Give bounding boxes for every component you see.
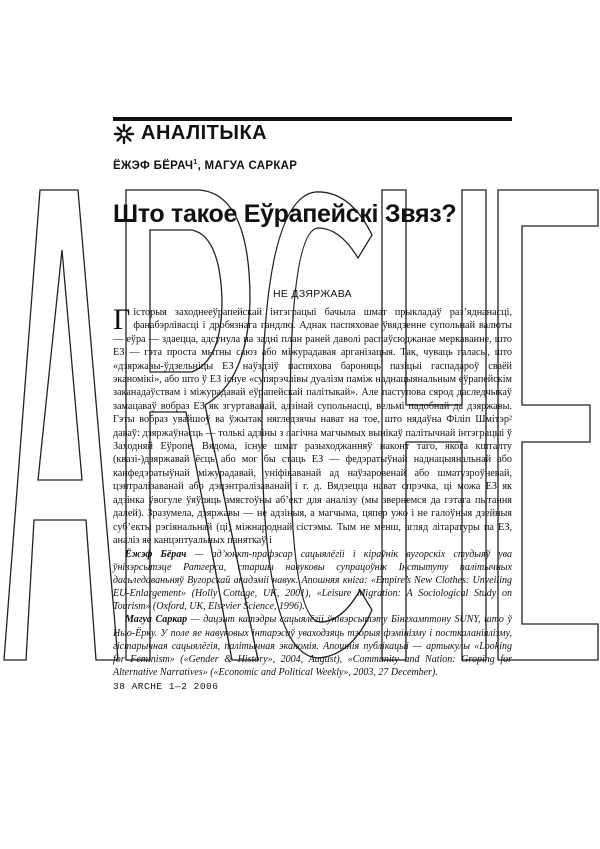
author-note-name: Магуа Саркар (125, 614, 188, 626)
body-text: історыя заходнееўрапейскай інтэграцыі бачыла шмат прыкладаў раз’яднанасці, фанабэрлівасці і дробязнага гандлю. Аднак паспяховае ўвядзенне супольнай валюты — еўра — здаецца, адсунула на задні план раней даволі распаўсюджанае меркаванне, што ЕЗ — гэта проста мытны саюз або міжурадавая арганізацыя. Так, чуваць галасы, што «дзяржавы-ўдзельніцы ЕЗ наўздзіў паспяхова бароняць пазіцыі гаспадароў сваёй эканомікі», або што ў ЕЗ існуе «супярэчлівы дуалізм паміж наднацыянальным еўрапейскім заканадаўствам і міжурадавай еўрапейскай палітыкай». Але паступова сярод даследчыкаў замацаваў вобраз ЕЗ як згуртаванай, адзінай супольнасці, вельмі падобнай да дзяржавы. Гэты вобраз увайшоў ва ўжытак нягледзячы нават на тое, што нядаўна Філіп Шмітэр² даваў: дзяржаўнасць — толькі адзіны з лагічна магчымых вынікаў палітычнай інтэграцыі ў Заходняй Еўропе. Вядома, існуе шмат разыходжанняў наконт таго, якога кшталту (квазі-)дзяржавай ёсць або мог бы стаць ЕЗ — федэратыўнай наднацыянальнай або канфедэратыўнай міжурадавай, уніфікаванай ад наўзаровенай або шматузроўневай, цэнтралізаванай або дэцэнтралізаванай і г. д. Вядзецца нават спрэчка, ці можа ЕЗ як адзінка ўвогуле ўяўляць змястоўны аб’ект для аналізу (мы звернемся да гэтага пытання далей). Зразумела, дзяржавы — не адзіныя, а магчыма, цяпер ужо і не галоўныя дзейныя суб’екты рэгіянальнай (ці) міжнароднай сістэмы. Тым не менш, агляд літаратуры па ЕЗ, аналіз яе канцэптуальных паняткаў і (113, 307, 512, 546)
author-separator: , (197, 159, 205, 172)
author-note-text: — дацэнт катэдры сацыялёгіі ўнівэрсытэту Бінгхамптону SUNY, штo ў Нью-Ёрку. У поле яе навуковых інтарэсаў уваходзяць тэорыя фэмінізму і посткаланіялізму, гістарычная сацыялёгія, палітычная эканомія. Апошнія публікацыі — артыкулы «Looking for Feminism» («Gender & History», 2004, August), «Community and Nation: Groping for Alternative Narratives» («Economic and Political Weekly», 2003, 27 December). (113, 614, 512, 678)
author-notes (113, 548, 512, 679)
author-note (113, 548, 512, 613)
article-title: Што такое Еўрапейскі Звяз? (113, 200, 457, 228)
section-heading (113, 122, 512, 145)
author-note-name: Ёжэф Бёрач (125, 549, 187, 560)
article-subhead: НЕ ДЗЯРЖАВА (273, 288, 352, 300)
author-first-note: 1 (193, 159, 198, 166)
author-second: МАГУА САРКАР (204, 159, 298, 172)
article-body (113, 303, 512, 547)
page-footer: 38 ARCHE 1—2 2006 (113, 681, 219, 692)
author-first: ЁЖЭФ БЁРАЧ (113, 159, 194, 172)
authors-line (113, 159, 297, 172)
drop-cap: Г (113, 303, 131, 336)
star-burst-icon (113, 123, 135, 145)
header-rule (113, 117, 512, 121)
section-label: АНАЛІТЫКА (141, 122, 268, 144)
author-note (113, 613, 512, 678)
author-note-text: — ад’юнкт-прафэсар сацыялёгіі і кіраўнік вугорскіх студыяў ува ўнівэрсытэце Ратгерса, старшы навуковы супрацоўнік Інстытуту палітычных дасьледаваньняў Вугорскай акадэміі навук. Апошняя кніга: «Empire’s New Clothes: Unveiling EU-Enlargement» (Holly Cottage, UK, 2001), «Leisure Migration: A Sociological Study on Tourism» (Oxford, UK, Elsevier Science, 1996). (113, 549, 513, 613)
